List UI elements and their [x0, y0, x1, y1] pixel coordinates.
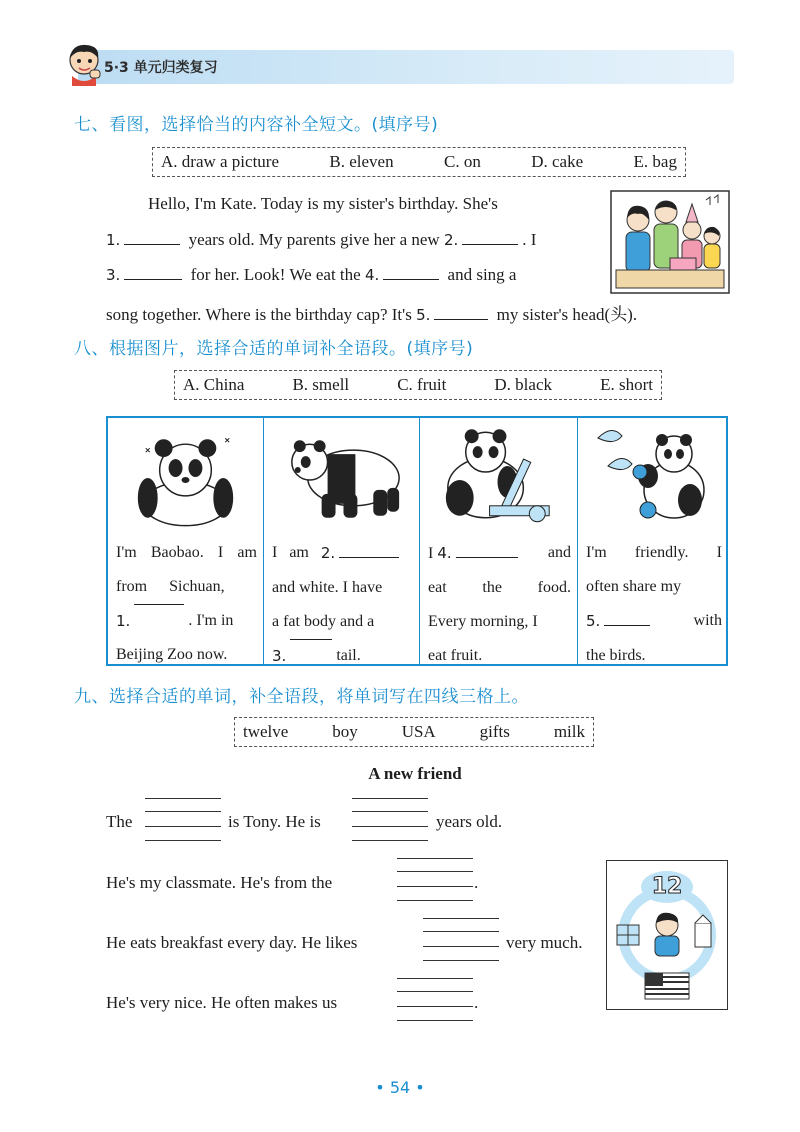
panda-grid	[106, 416, 728, 666]
tony-illustration	[606, 860, 728, 1010]
s9-s3-start: He eats breakfast every day. He likes	[106, 933, 358, 952]
mascot-icon	[64, 40, 104, 86]
s9-s2-period: .	[474, 873, 479, 892]
word: twelve	[243, 722, 289, 741]
panda-eating-bamboo-illustration	[420, 418, 577, 530]
option: C. on	[444, 152, 481, 171]
option: A. draw a picture	[161, 152, 280, 171]
section9-title: 九、选择合适的单词，补全语段，将单词写在四线三格上。	[74, 687, 529, 707]
option: E. short	[600, 375, 653, 394]
page-number: • 54 •	[375, 1078, 425, 1097]
word: boy	[332, 722, 358, 741]
option: A. China	[183, 375, 245, 394]
s9-s4-period: .	[474, 993, 479, 1012]
s7-line1: Hello, I'm Kate. Today is my sister's birthday. She's	[148, 194, 498, 213]
option: E. bag	[633, 152, 677, 171]
panda-cell-4-text: I'm friendly. I often share my 5. with the birds.	[586, 544, 722, 664]
blank-s8-4[interactable]	[456, 557, 518, 558]
four-line-grid-1[interactable]	[145, 798, 221, 838]
section7-options	[152, 147, 686, 177]
panda-cell-1	[108, 418, 264, 664]
blank-s8-5[interactable]	[604, 625, 650, 626]
s9-s3-end: very much.	[506, 933, 583, 952]
word: gifts	[479, 722, 510, 741]
option: C. fruit	[397, 375, 447, 394]
blank-s8-3[interactable]	[290, 639, 332, 640]
four-line-grid-2[interactable]	[352, 798, 428, 838]
option: B. smell	[292, 375, 350, 394]
option: D. cake	[531, 152, 584, 171]
panda-walking-illustration	[264, 418, 419, 530]
s7-line2: 1. years old. My parents give her a new 2. . I	[106, 230, 537, 249]
s9-s1-end: years old.	[436, 812, 503, 831]
s9-s1-start: The	[106, 812, 133, 831]
option: B. eleven	[329, 152, 394, 171]
four-line-grid-5[interactable]	[397, 978, 473, 1018]
option: D. black	[494, 375, 552, 394]
pic-number: 12	[651, 874, 683, 899]
panda-cell-2	[264, 418, 420, 664]
blank-1[interactable]	[124, 244, 180, 245]
word: USA	[401, 722, 436, 741]
s9-s2: He's my classmate. He's from the	[106, 873, 333, 892]
panda-with-birds-illustration	[578, 418, 728, 530]
blank-s8-1[interactable]	[134, 604, 184, 605]
birthday-family-illustration	[610, 190, 730, 294]
panda-waving-illustration	[108, 418, 263, 530]
s7-line4: song together. Where is the birthday cap? It's 5. my sister's head(头).	[106, 305, 638, 324]
section8-options	[174, 370, 662, 400]
panda-cell-2-text: I am 2. and white. I have a fat body and a 3. tail.	[272, 536, 413, 673]
story-heading: A new friend	[368, 764, 462, 783]
section7-title: 七、看图，选择恰当的内容补全短文。(填序号)	[74, 115, 439, 135]
blank-2[interactable]	[462, 244, 518, 245]
section9-word-box	[234, 717, 594, 747]
panda-cell-4	[578, 418, 728, 664]
blank-5[interactable]	[434, 319, 488, 320]
header-title: 5·3 单元归类复习	[104, 60, 218, 76]
s9-s4: He's very nice. He often makes us	[106, 993, 338, 1012]
blank-s8-2[interactable]	[339, 557, 399, 558]
panda-cell-1-text: I'm Baobao. I am from Sichuan, 1. . I'm in Beijing Zoo now.	[116, 544, 257, 663]
section8-title: 八、根据图片，选择合适的单词补全语段。(填序号)	[74, 339, 474, 359]
panda-cell-3	[420, 418, 578, 664]
blank-4[interactable]	[383, 279, 439, 280]
four-line-grid-4[interactable]	[423, 918, 499, 958]
panda-cell-3-text: I 4. and eat the food. Every morning, I eat fruit.	[428, 544, 571, 664]
s9-s1-mid: is Tony. He is	[228, 812, 321, 831]
blank-3[interactable]	[124, 279, 182, 280]
word: milk	[553, 722, 585, 741]
s7-line3: 3. for her. Look! We eat the 4. and sing a	[106, 265, 517, 284]
four-line-grid-3[interactable]	[397, 858, 473, 898]
